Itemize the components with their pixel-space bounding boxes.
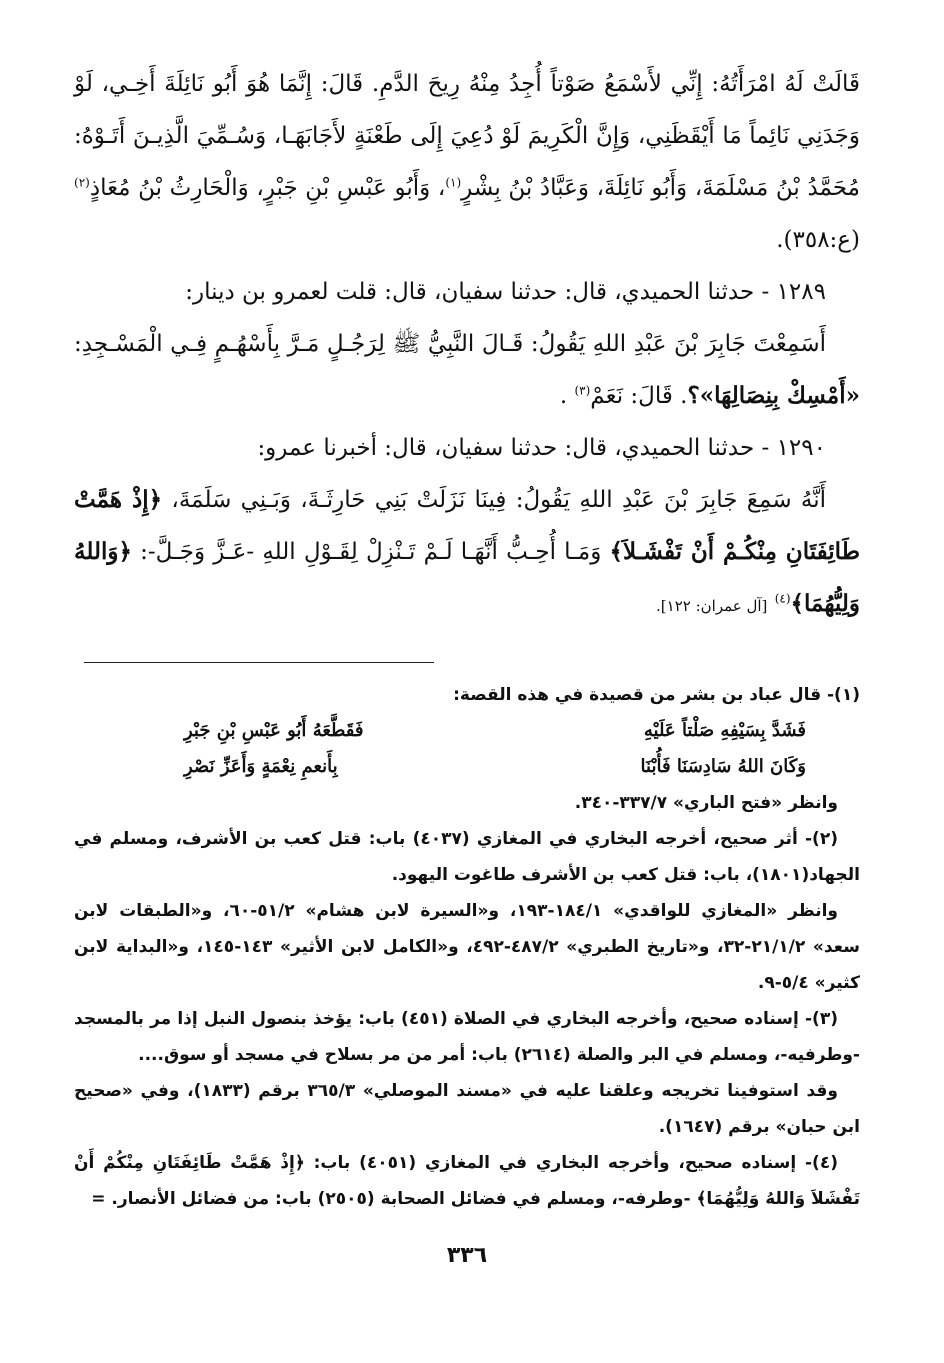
- footnote-divider: [84, 662, 434, 663]
- poem-line-1: [74, 713, 860, 749]
- main-text: [74, 58, 860, 632]
- poem-hemistich: وَكَانَ اللهُ سَادِسَنَا فَأُبْنَا: [640, 756, 806, 777]
- hadith-1289-isnad: ١٢٨٩ - حدثنا الحميدي، قال: حدثنا سفيان، قال: قلت لعمرو بن دينار:: [185, 279, 826, 305]
- footnote-ref-2: (٢): [74, 175, 90, 190]
- hadith-1290-isnad: ١٢٩٠ - حدثنا الحميدي، قال: حدثنا سفيان، قال: أخبرنا عمرو:: [257, 435, 826, 461]
- hadith-1290-matn: [74, 474, 860, 632]
- poem-line-2: [74, 749, 860, 785]
- hadith-1289-answer: . قَالَ: نَعَمْ: [590, 383, 688, 409]
- footnote-1-intro: (١)- قال عباد بن بشر من قصيدة في هذه القصة:: [453, 685, 860, 705]
- paragraph-story: [74, 58, 860, 266]
- hadith-1290-text: أَنَّهُ سَمِعَ جَابِرَ بْنَ عَبْدِ اللهِ يَقُولُ: فِينَا نَزَلَتْ بَنِي حَارِثَـةَ، وَبَـنِي سَلَمَةَ،: [171, 487, 827, 513]
- poem-hemistich: فَشَدَّ بِسَيْفِهِ صَلْتاً عَلَيْهِ: [643, 720, 806, 741]
- quran-verse-1: ﴿إِذْ هَمَّتْ طَائِفَتَانِ مِنْكُـمْ أَنْ تَفْشَـلاَ﴾: [74, 486, 860, 565]
- footnote-ref-1: (١): [445, 175, 462, 190]
- footnote-1-ref: وانظر «فتح الباري» ٣٣٧/٧-٣٤٠.: [574, 793, 838, 813]
- footnote-2-sources: وانظر «المغازي للواقدي» ١٨٤/١-١٩٣، و«السيرة لابن هشام» ٥١/٢-٦٠، و«الطبقات لابن سعد» ٢١/١/٢-٣٢، و«تاريخ الطبري» ٤٨٧/٢-٤٩٢، و«الكامل لابن الأثير» ١٤٣-١٤٥، و«البداية لابن كثير» ٥/٤-٩.: [74, 901, 860, 993]
- hadith-1290-text-continued: وَمَـا أُحِـبُّ أَنَّهَـا لَـمْ تَـنْزِلْ لِقَـوْلِ اللهِ -عَـزَّ وَجَـلَّ-:: [140, 539, 602, 565]
- footnote-ref-4: (٤): [774, 591, 791, 606]
- footnote-2: (٢)- أثر صحيح، أخرجه البخاري في المغازي (٤٠٣٧) باب: قتل كعب بن الأشرف، ومسلم في الجهاد(١٨٠١)، باب: قتل كعب بن الأشرف طاغوت اليهود.: [74, 829, 860, 885]
- footnote-3-sources: وقد استوفينا تخريجه وعلقنا عليه في «مسند الموصلي» ٣٦٥/٣ برقم (١٨٣٣)، وفي «صحيح ابن حبان» برقم (١٦٤٧).: [74, 1081, 860, 1137]
- verse-citation: [آل عمران: ١٢٢].: [656, 597, 768, 615]
- footnote-ref-3: (٣): [574, 383, 591, 398]
- footnote-4: (٤)- إسناده صحيح، وأخرجه البخاري في المغازي (٤٠٥١) باب: ﴿إِذْ هَمَّتْ طَائِفَتَانِ مِنْكُمْ أَنْ تَفْشَلاَ وَاللهُ وَلِيُّهُمَا﴾ -وطرفه-، ومسلم في فضائل الصحابة (٢٥٠٥) باب: من فضائل الأنصار. =: [74, 1153, 860, 1209]
- story-text: قَالَتْ لَهُ امْرَأَتُهُ: إِنِّي لأَسْمَعُ صَوْتاً أُجِدُ مِنْهُ رِيحَ الدَّمِ. قَالَ: إِنَّمَا هُوَ أَبُو نَائِلَةَ أَخِـي، لَوْ وَجَدَنِي نَائِماً مَا أَيْقَظَنِي، وَإِنَّ الْكَرِيمَ لَوْ دُعِيَ إِلَى طَعْنَةٍ لأَجَابَهَـا، وَسُـمِّيَ الَّذِيـنَ أَتَـوْهُ: مُحَمَّدُ بْنُ مَسْلَمَةَ، وَأَبُو نَائِلَةَ، وَعَبَّادُ بْنُ بِشْرٍ: [74, 71, 860, 201]
- hadith-1289-matn: أَسَمِعْتَ جَابِرَ بْنَ عَبْدِ اللهِ يَقُولُ: قَـالَ النَّبِيُّ ﷺ لِرَجُـلٍ مَـرَّ بِأَسْهُـمٍ فِـي الْمَسْـجِدِ: «أَمْسِكْ بِنِصَالِهَا»؟. قَالَ: نَعَمْ$^{(٣)}$ .: [74, 331, 860, 409]
- hadith-1289-text: أَسَمِعْتَ جَابِرَ بْنَ عَبْدِ اللهِ يَقُولُ: قَـالَ النَّبِيُّ ﷺ لِرَجُـلٍ مَـرَّ بِأَسْهُـمٍ فِـي الْمَسْـجِدِ:: [74, 331, 826, 357]
- footnote-3: (٣)- إسناده صحيح، وأخرجه البخاري في الصلاة (٤٥١) باب: يؤخذ بنصول النبل إذا مر بالمسجد -وطرفيه-، ومسلم في البر والصلة (٢٦١٤) باب: أمر من مر بسلاح في مسجد أو سوق....: [74, 1009, 860, 1065]
- story-source-ref: (ع:٣٥٨).: [776, 227, 860, 253]
- quran-verse-2: ﴿وَاللهُ وَلِيُّهُمَا﴾: [74, 538, 860, 617]
- poem-hemistich: بِأَنعمِ نِعْمَةٍ وَأَعَزِّ نَصْرِ: [184, 756, 338, 777]
- page-number: ٣٣٦: [446, 1243, 488, 1268]
- story-text-continued: ، وَأَبُو عَبْسِ بْنِ جَبْرٍ، وَالْحَارِثُ بْنُ مُعَاذٍ: [89, 175, 446, 201]
- hadith-1289-quote: «أَمْسِكْ بِنِصَالِهَا»؟: [687, 382, 860, 409]
- poem-hemistich: فَقَطَّعَهُ أَبُو عَبْسِ بْنِ جَبْرِ: [184, 720, 364, 741]
- footnotes: [74, 677, 860, 1217]
